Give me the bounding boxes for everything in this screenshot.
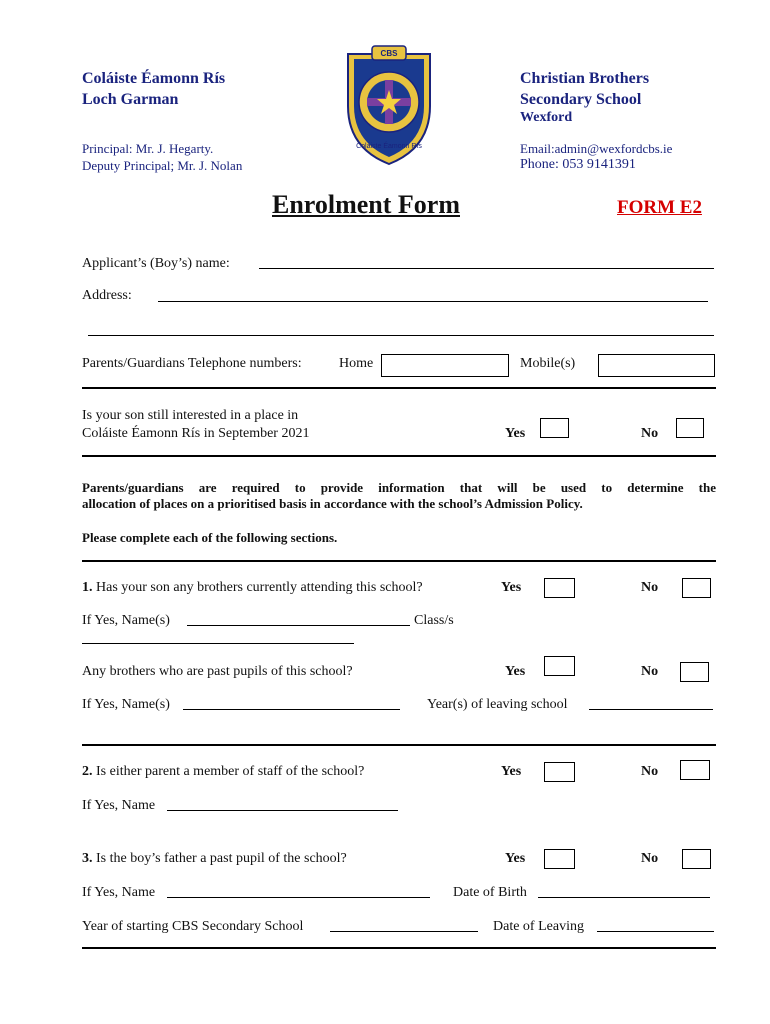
section2-no-checkbox[interactable] bbox=[680, 760, 710, 780]
crest-top-text: CBS bbox=[380, 49, 398, 58]
address-line-1[interactable] bbox=[158, 301, 708, 302]
notice-line2: allocation of places on a prioritised basis in accordance with the school’s Admission Policy. bbox=[82, 496, 583, 511]
school-crest-logo bbox=[336, 44, 442, 168]
home-phone-label: Home bbox=[339, 356, 374, 371]
home-phone-input[interactable] bbox=[381, 354, 509, 377]
year-leaving-label: Year(s) of leaving school bbox=[427, 697, 568, 712]
section3-number: 3. bbox=[82, 851, 93, 866]
section3-name-label: If Yes, Name bbox=[82, 885, 156, 900]
past-pupils-no-checkbox[interactable] bbox=[680, 662, 709, 682]
divider bbox=[82, 744, 716, 746]
past-pupils-no-label: No bbox=[641, 664, 659, 679]
year-leaving-field[interactable] bbox=[589, 709, 713, 710]
school-type-english: Secondary School bbox=[520, 91, 642, 108]
principal-name: Principal: Mr. J. Hegarty. bbox=[82, 141, 214, 156]
divider bbox=[82, 387, 716, 389]
school-phone: Phone: 053 9141391 bbox=[520, 157, 636, 172]
interest-question-line2: Coláiste Éamonn Rís in September 2021 bbox=[82, 426, 310, 441]
section1-names-label: If Yes, Name(s) bbox=[82, 613, 170, 628]
section3-no-label: No bbox=[641, 851, 659, 866]
section2-name-field[interactable] bbox=[167, 810, 398, 811]
school-location-irish: Loch Garman bbox=[82, 91, 179, 108]
section3-name-field[interactable] bbox=[167, 897, 430, 898]
section1-class-label: Class/s bbox=[414, 613, 454, 628]
notice-line1: Parents/guardians are required to provide information that will be used to determine the bbox=[82, 480, 716, 495]
mobile-phone-label: Mobile(s) bbox=[520, 356, 576, 371]
form-title: Enrolment Form bbox=[272, 190, 460, 219]
applicant-name-label: Applicant’s (Boy’s) name: bbox=[82, 256, 230, 271]
section3-question bbox=[82, 851, 347, 867]
divider bbox=[82, 560, 716, 562]
date-of-birth-label: Date of Birth bbox=[453, 885, 527, 900]
divider bbox=[82, 455, 716, 457]
instruction-text: Please complete each of the following sections. bbox=[82, 530, 338, 545]
past-pupils-yes-label: Yes bbox=[505, 664, 526, 679]
section3-no-checkbox[interactable] bbox=[682, 849, 711, 869]
telephone-label: Parents/Guardians Telephone numbers: bbox=[82, 356, 302, 371]
section2-no-label: No bbox=[641, 764, 659, 779]
address-line-2[interactable] bbox=[88, 335, 714, 336]
section1-no-label: No bbox=[641, 580, 659, 595]
section1-yes-checkbox[interactable] bbox=[544, 578, 575, 598]
section3-yes-checkbox[interactable] bbox=[544, 849, 575, 869]
section1-no-checkbox[interactable] bbox=[682, 578, 711, 598]
interest-question-line1: Is your son still interested in a place in bbox=[82, 408, 299, 423]
address-label: Address: bbox=[82, 288, 132, 303]
past-pupils-yes-checkbox[interactable] bbox=[544, 656, 575, 676]
year-starting-field[interactable] bbox=[330, 931, 478, 932]
form-code: FORM E2 bbox=[617, 197, 702, 218]
date-of-birth-field[interactable] bbox=[538, 897, 710, 898]
deputy-principal-name: Deputy Principal; Mr. J. Nolan bbox=[82, 158, 243, 173]
year-starting-label: Year of starting CBS Secondary School bbox=[82, 919, 304, 934]
section3-yes-label: Yes bbox=[505, 851, 526, 866]
section1-question-text: Has your son any brothers currently attending this school? bbox=[96, 580, 423, 595]
past-pupils-question: Any brothers who are past pupils of this school? bbox=[82, 664, 353, 679]
divider bbox=[82, 947, 716, 949]
section1-question bbox=[82, 580, 423, 596]
crest-ring-text: Coláiste Éamonn Rís bbox=[356, 143, 422, 150]
school-name-english: Christian Brothers bbox=[520, 70, 650, 87]
date-leaving-field[interactable] bbox=[597, 931, 714, 932]
section1-names-field[interactable] bbox=[187, 625, 410, 626]
interest-yes-label: Yes bbox=[505, 426, 526, 441]
section2-question bbox=[82, 764, 364, 780]
section2-yes-label: Yes bbox=[501, 764, 522, 779]
interest-no-checkbox[interactable] bbox=[676, 418, 704, 438]
school-name-irish: Coláiste Éamonn Rís bbox=[82, 70, 226, 87]
applicant-name-field[interactable] bbox=[259, 268, 714, 269]
section2-number: 2. bbox=[82, 764, 93, 779]
mobile-phone-input[interactable] bbox=[598, 354, 715, 377]
past-pupils-names-field[interactable] bbox=[183, 709, 400, 710]
school-email: Email:admin@wexfordcbs.ie bbox=[520, 141, 673, 156]
section3-question-text: Is the boy’s father a past pupil of the school? bbox=[96, 851, 347, 866]
section2-yes-checkbox[interactable] bbox=[544, 762, 575, 782]
section1-yes-label: Yes bbox=[501, 580, 522, 595]
past-pupils-names-label: If Yes, Name(s) bbox=[82, 697, 170, 712]
section2-question-text: Is either parent a member of staff of the school? bbox=[96, 764, 365, 779]
interest-no-label: No bbox=[641, 426, 659, 441]
interest-yes-checkbox[interactable] bbox=[540, 418, 569, 438]
section2-name-label: If Yes, Name bbox=[82, 798, 156, 813]
school-town: Wexford bbox=[520, 110, 573, 125]
section1-number: 1. bbox=[82, 580, 93, 595]
date-leaving-label: Date of Leaving bbox=[493, 919, 584, 934]
section1-class-field[interactable] bbox=[82, 643, 354, 644]
